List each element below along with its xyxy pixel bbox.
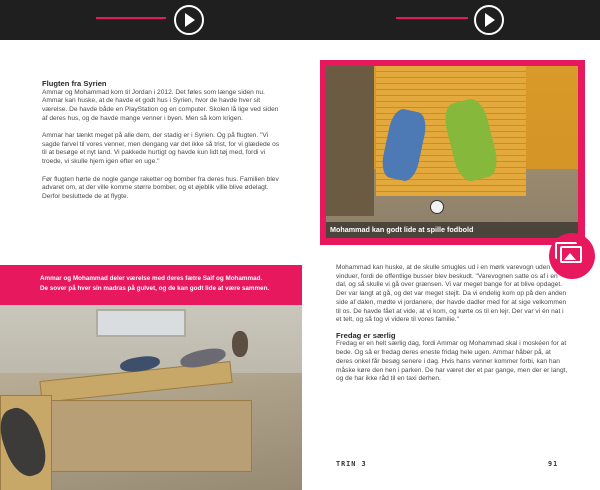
play-icon[interactable] — [174, 5, 204, 35]
gallery-icon — [560, 246, 582, 263]
body-paragraph: Fredag er en helt særlig dag, fordi Ammar og Mohammad skal i moskéen for at bede. Og så er fredag deres eneste fridag hele ugen. Ammar håber på, at deres onkel får besøg senere i dag. Hvis hans venner kommer forbi, kan han måske køre den hen i parken. De har været der et par gange, men der er langt, og de har ikke råd til en taxi derhen. — [336, 340, 568, 383]
sleeping-person — [232, 331, 248, 357]
accent-line-right — [396, 17, 468, 19]
bedroom-photo — [0, 305, 302, 490]
photo-caption: Mohammad kan godt lide at spille fodbold — [326, 222, 578, 238]
top-bar — [0, 0, 600, 40]
body-paragraph: Ammar har tænkt meget på alle dem, der stadig er i Syrien. Og på flugten. "Vi sagde farvel til vores venner, men dengang var det ikke så trist, for vi glædede os til at besøge et nyt land. Vi pakkede hurtigt og havde kun lidt tøj med, fordi vi troede, vi skulle hjem igen efter en uge." — [42, 132, 280, 166]
play-icon[interactable] — [474, 5, 504, 35]
accent-line-left — [96, 17, 166, 19]
body-paragraph: Mohammad kan huske, at de skulle smugles ud i en mørk varevogn uden vinduer, fordi de offentlige busser blev beskudt. "Varevognen satte os af i en dal, og så skulle vi gå over grænsen. Vi var meget bange for at blive opdaget. Der var langt at gå, og det var meget stejlt. Da vi endelig kom op på den anden side af dalen, mødte vi jordanere, der havde dadler med for at sige velkommen til os. De havde fået at vide, at vi kom, og kørte os til en lejr. Der var vi én nat i et telt, og så tog vi videre til vores familie." — [336, 264, 567, 324]
caption-line: De sover på hver sin madras på gulvet, og de kan godt lide at være sammen. — [40, 284, 270, 292]
body-paragraph: Før flugten hørte de nogle gange raketter og bomber fra deres hus. Familien blev advaret om, at der ville komme større bomber, og et øjeblik ville blive ødelagt. Derfor besluttede de at flygte. — [42, 175, 279, 200]
page-number: 91 — [548, 460, 559, 468]
section-heading: Fredag er særlig — [336, 330, 396, 340]
window — [96, 309, 186, 337]
photo-caption-band — [0, 265, 302, 305]
body-paragraph: Ammar og Mohammad kom til Jordan i 2012. Det føles som længe siden nu. Ammar kan huske, at de havde et godt hus i Syrien, hvor de havde hver sit værelse. De havde både en PlayStation og en computer. Skolen lå lige ved siden af deres hus, og de havde mange venner i byen. Men så kom krigen. — [42, 88, 279, 122]
door — [326, 66, 374, 216]
football — [430, 200, 444, 214]
right-article-column — [336, 264, 568, 390]
left-article-column — [42, 79, 282, 210]
carpet — [40, 400, 252, 472]
section-heading: Flugten fra Syrien — [42, 79, 107, 88]
football-photo[interactable] — [326, 66, 578, 238]
section-label: TRIN 3 — [336, 460, 367, 468]
caption-line: Ammar og Mohammad deler værelse med deres fætre Saif og Mohammad. — [40, 275, 263, 282]
